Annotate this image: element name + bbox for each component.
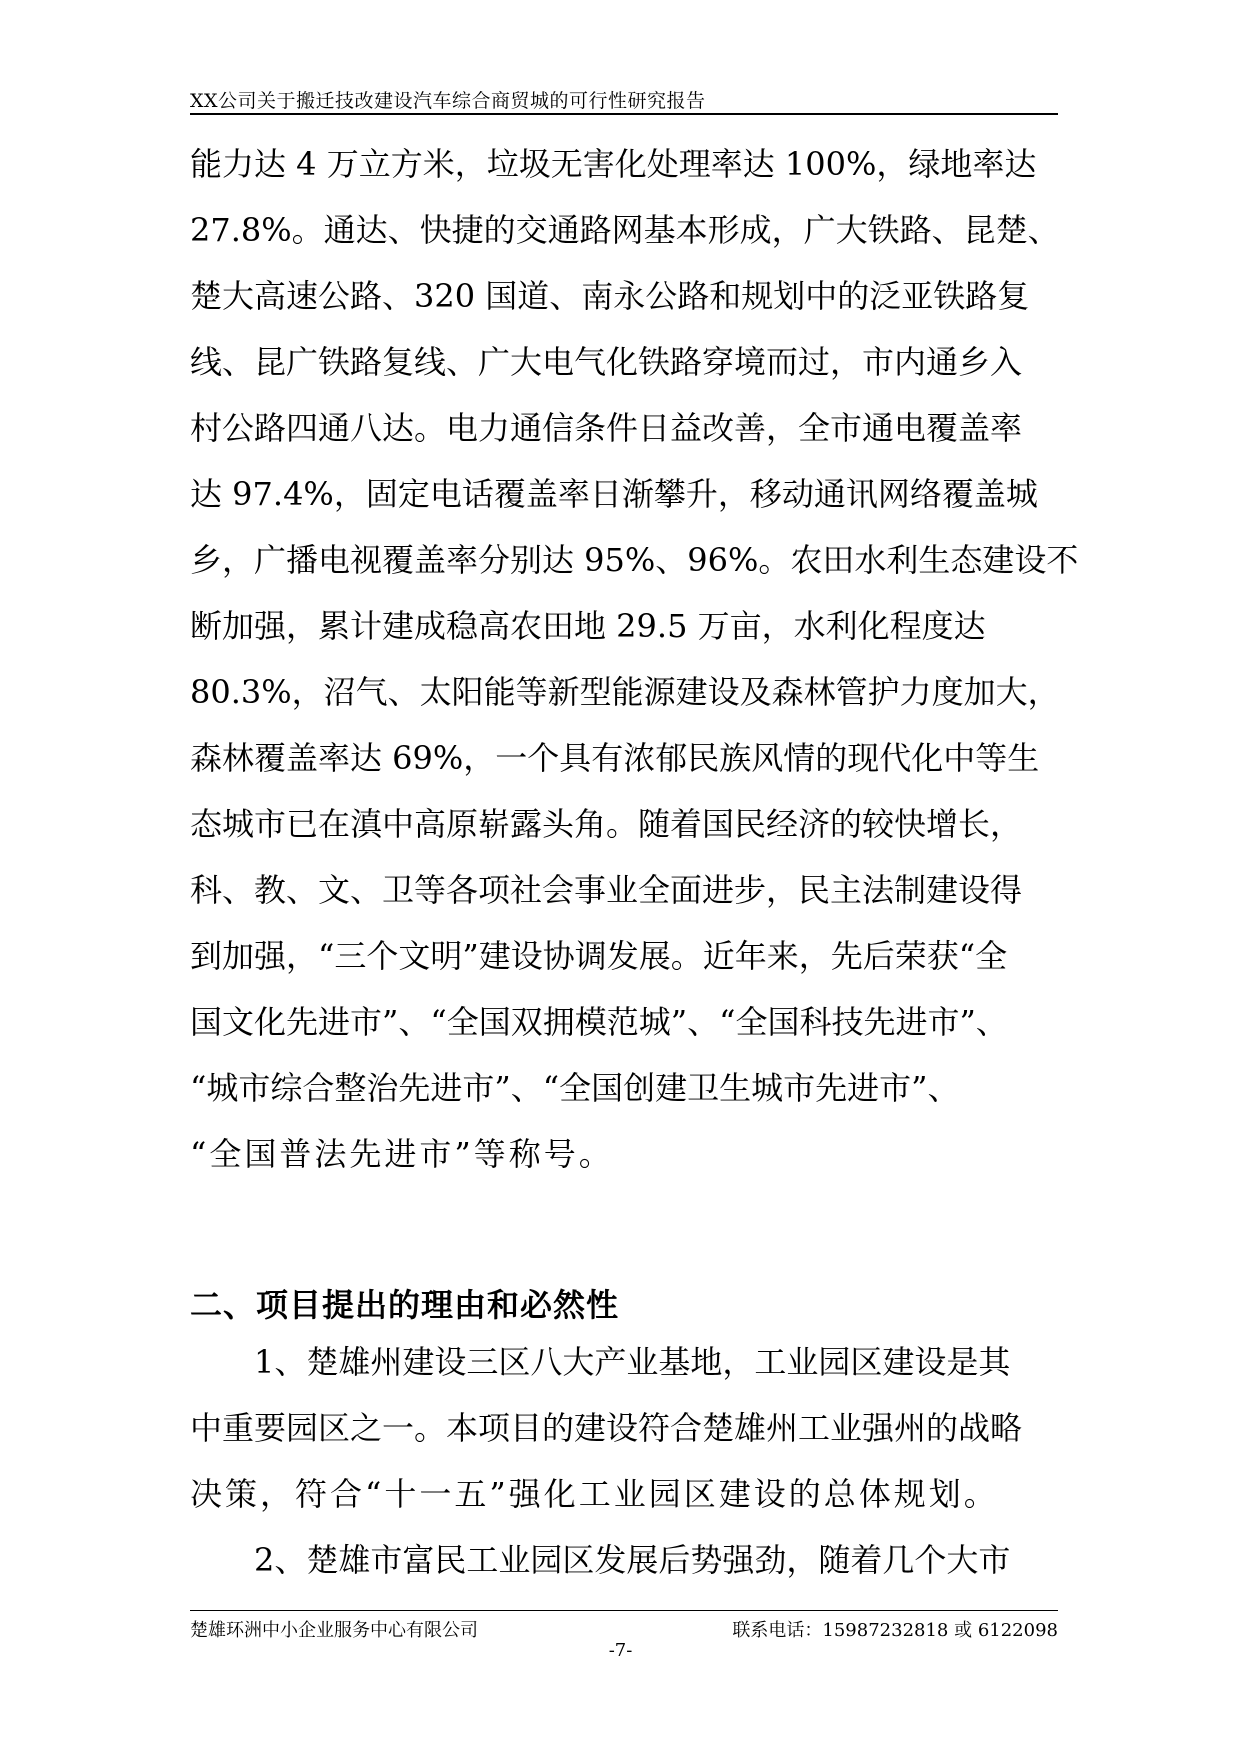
body-line: 80.3%，沼气、太阳能等新型能源建设及森林管护力度加大， xyxy=(190,673,1060,711)
header-divider xyxy=(190,113,1058,115)
body-line: 断加强，累计建成稳高农田地 29.5 万亩，水利化程度达 xyxy=(190,607,986,645)
footer-contact: 联系电话：15987232818 或 6122098 xyxy=(732,1620,1058,1641)
body-line: 楚大高速公路、320 国道、南永公路和规划中的泛亚铁路复 xyxy=(190,277,1030,315)
body-line: 国文化先进市”、“全国双拥模范城”、“全国科技先进市”、 xyxy=(190,1003,1008,1041)
body-line: 村公路四通八达。电力通信条件日益改善，全市通电覆盖率 xyxy=(190,409,1023,447)
section-heading: 二、项目提出的理由和必然性 xyxy=(190,1286,620,1324)
section-line: 1、楚雄州建设三区八大产业基地，工业园区建设是其 xyxy=(254,1343,1011,1381)
section-line: 中重要园区之一。本项目的建设符合楚雄州工业强州的战略 xyxy=(190,1409,1023,1447)
footer-divider xyxy=(190,1610,1058,1611)
section-line: 2、楚雄市富民工业园区发展后势强劲，随着几个大市 xyxy=(254,1541,1011,1579)
section-line: 决策，符合“十一五”强化工业园区建设的总体规划。 xyxy=(190,1475,999,1513)
body-line: 森林覆盖率达 69%，一个具有浓郁民族风情的现代化中等生 xyxy=(190,739,1040,777)
body-line: 乡，广播电视覆盖率分别达 95%、96%。农田水利生态建设不 xyxy=(190,541,1079,579)
header-title: XX公司关于搬迁技改建设汽车综合商贸城的可行性研究报告 xyxy=(190,90,706,112)
footer-company: 楚雄环洲中小企业服务中心有限公司 xyxy=(190,1620,478,1641)
body-line: 能力达 4 万立方米，垃圾无害化处理率达 100%，绿地率达 xyxy=(190,145,1037,183)
body-line: 27.8%。通达、快捷的交通路网基本形成，广大铁路、昆楚、 xyxy=(190,211,1060,249)
body-line: 态城市已在滇中高原崭露头角。随着国民经济的较快增长， xyxy=(190,805,1023,843)
body-line: 到加强，“三个文明”建设协调发展。近年来，先后荣获“全 xyxy=(190,937,1008,975)
body-line: “全国普法先进市”等称号。 xyxy=(190,1135,614,1173)
body-line: 线、昆广铁路复线、广大电气化铁路穿境而过，市内通乡入 xyxy=(190,343,1023,381)
body-line: “城市综合整治先进市”、“全国创建卫生城市先进市”、 xyxy=(190,1069,960,1107)
body-line: 科、教、文、卫等各项社会事业全面进步，民主法制建设得 xyxy=(190,871,1023,909)
page-number: -7- xyxy=(608,1640,633,1661)
body-line: 达 97.4%，固定电话覆盖率日渐攀升，移动通讯网络覆盖城 xyxy=(190,475,1038,513)
